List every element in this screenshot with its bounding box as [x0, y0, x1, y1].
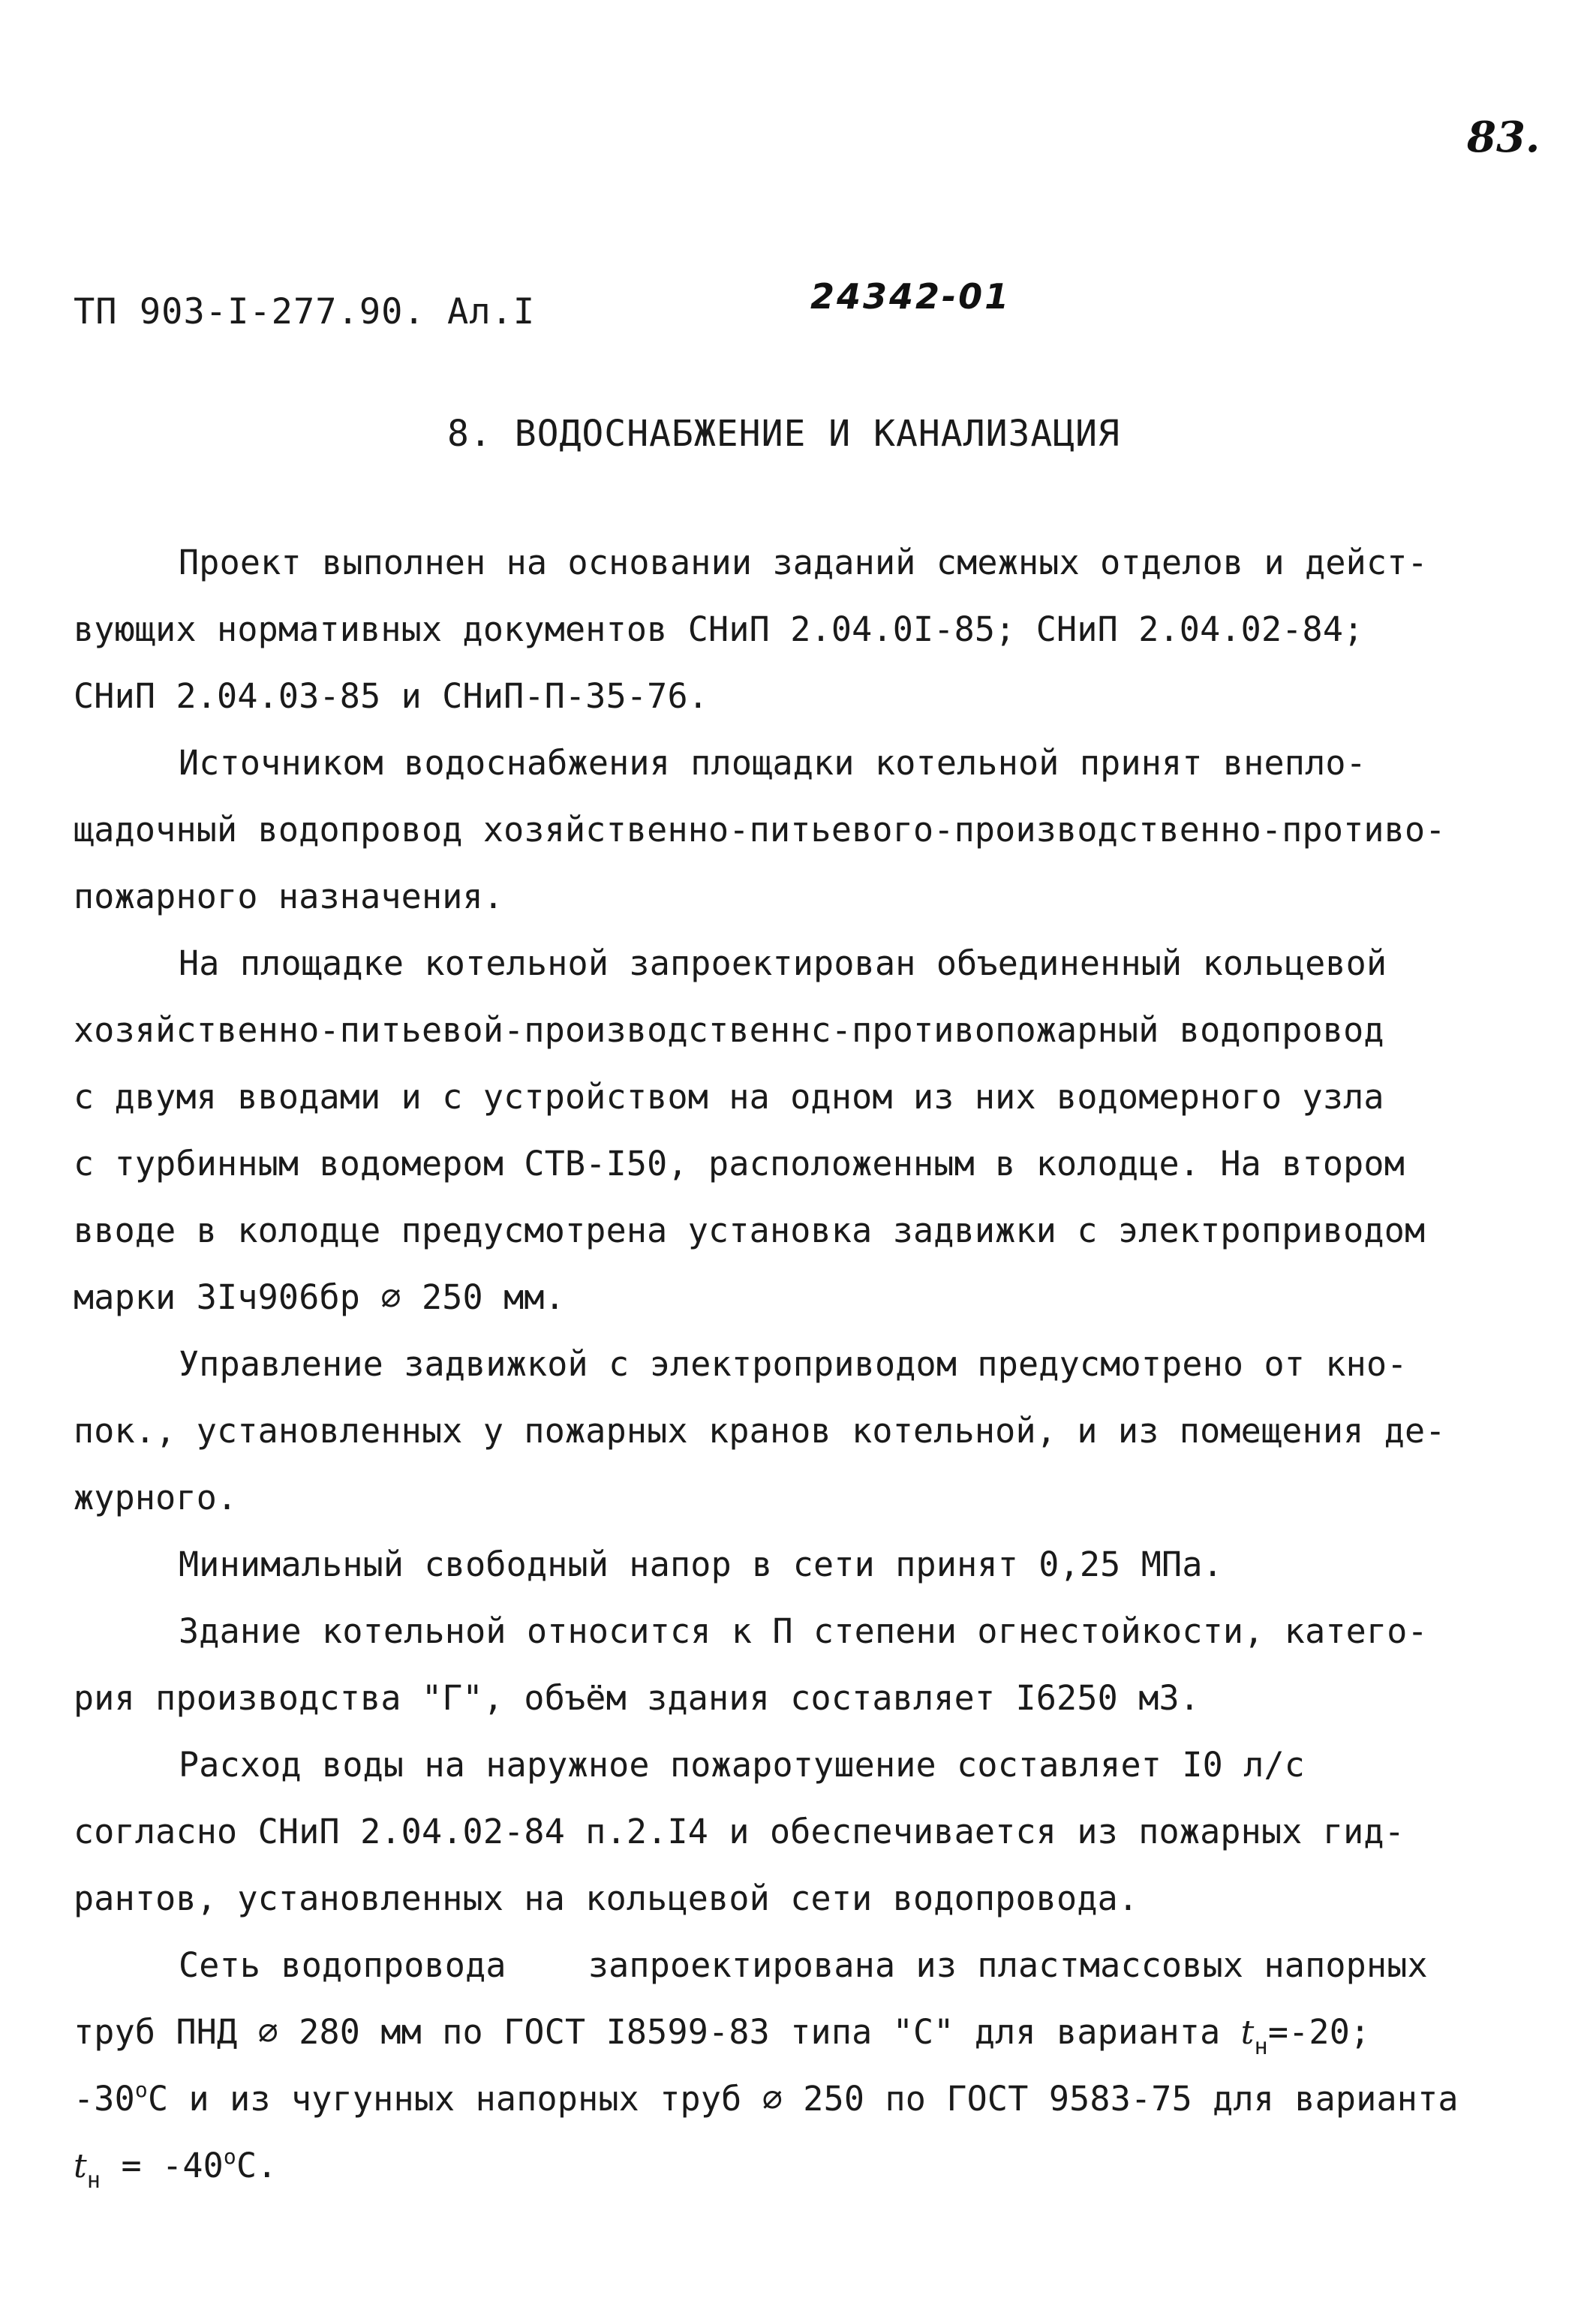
text-line: с двумя вводами и с устройством на одном из них водомерного узла: [74, 1077, 1384, 1117]
text-line: Здание котельной относится к П степени огнестойкости, катего-: [179, 1611, 1428, 1651]
text-line: хозяйственно-питьевой-производственнс-противопожарный водопровод: [74, 1010, 1384, 1050]
document-code: ТП 903-I-277.90. Ал.I: [74, 291, 536, 332]
text-line: щадочный водопровод хозяйственно-питьевого-производственно-противо-: [74, 810, 1446, 850]
text-line: пок., установленных у пожарных кранов котельной, и из помещения де-: [74, 1411, 1446, 1451]
text-segment: труб ПНД ∅ 280 мм по ГОСТ I8599-83 типа "С" для варианта: [74, 2012, 1241, 2052]
text-line: журного.: [74, 1478, 238, 1517]
text-segment: = -40: [101, 2146, 224, 2185]
text-line: На площадке котельной запроектирован объединенный кольцевой: [179, 943, 1387, 983]
degree-superscript: о: [134, 2077, 148, 2102]
text-line: пожарного назначения.: [74, 877, 504, 916]
text-line: рия производства "Г", объём здания составляет I6250 м3.: [74, 1678, 1201, 1718]
subscript: н: [86, 2167, 101, 2194]
handwritten-code: 24342-01: [810, 276, 1011, 317]
text-line: рантов, установленных на кольцевой сети водопровода.: [74, 1878, 1139, 1918]
text-line: вводе в колодце предусмотрена установка задвижки с электроприводом: [74, 1211, 1426, 1250]
text-segment: С.: [236, 2146, 278, 2185]
text-line: СНиП 2.04.03-85 и СНиП-П-35-76.: [74, 676, 709, 716]
text-line: Проект выполнен на основании заданий смежных отделов и дейст-: [179, 543, 1428, 582]
text-line: Источником водоснабжения площадки котельной принят внепло-: [179, 743, 1366, 783]
text-line-pipe-pnd: [74, 1999, 1544, 2065]
section-title: 8. ВОДОСНАБЖЕНИЕ И КАНАЛИЗАЦИЯ: [447, 413, 1120, 455]
text-line: марки 3Iч906бр ∅ 250 мм.: [74, 1277, 566, 1317]
text-segment: -30: [74, 2079, 135, 2119]
text-line: Расход воды на наружное пожаротушение составляет I0 л/с: [179, 1745, 1306, 1785]
temperature-symbol: t: [74, 2147, 87, 2185]
temperature-symbol: t: [1240, 2014, 1255, 2052]
text-line: Управление задвижкой с электроприводом предусмотрено от кно-: [179, 1344, 1408, 1384]
text-line: согласно СНиП 2.04.02-84 п.2.I4 и обеспечивается из пожарных гид-: [74, 1812, 1405, 1851]
text-line: Сеть водопровода запроектирована из пластмассовых напорных: [179, 1945, 1428, 1985]
text-segment: =-20;: [1267, 2012, 1371, 2052]
body-text: [74, 529, 1544, 2199]
text-line: вующих нормативных документов СНиП 2.04.0I-85; СНиП 2.04.02-84;: [74, 609, 1364, 649]
text-line-temperature: [74, 2132, 1544, 2199]
text-segment: С и из чугунных напорных труб ∅ 250 по ГОСТ 9583-75 для варианта: [147, 2079, 1459, 2119]
degree-superscript: о: [223, 2144, 236, 2169]
subscript: н: [1254, 2034, 1268, 2060]
page-number: 83.: [1467, 113, 1540, 162]
text-line: с турбинным водомером СТВ-I50, расположенным в колодце. На втором: [74, 1144, 1405, 1184]
text-line: Минимальный свободный напор в сети принят 0,25 МПа.: [179, 1545, 1223, 1584]
text-line-pipe-iron: [74, 2065, 1544, 2132]
